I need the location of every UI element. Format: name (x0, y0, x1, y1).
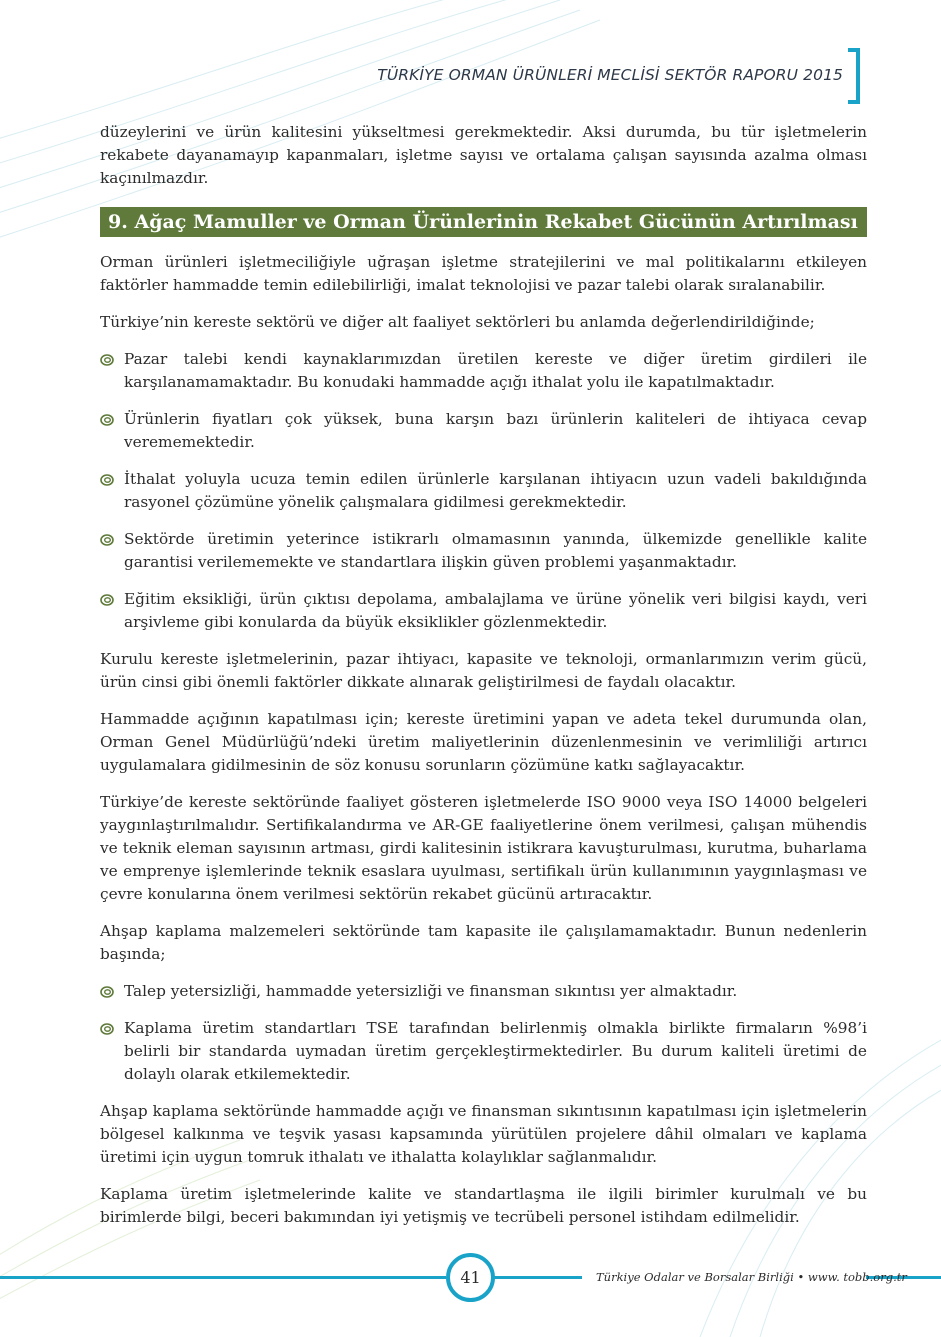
list-item (100, 528, 867, 574)
intro-paragraph: düzeylerini ve ürün kalitesini yükseltmesi gerekmektedir. Aksi durumda, bu tür işletmelerin rekabete dayanamayıp kapanmaları, işletme sayısı ve ortalama çalışan sayısında azalma olması kaçınılmazdır. (100, 123, 867, 187)
paragraph: Ahşap kaplama sektöründe hammadde açığı ve finansman sıkıntısının kapatılması için işletmelerin bölgesel kalkınma ve teşvik yasası kapsamında yürütülen projelere dâhil olmaları ve kaplama üretimi için uygun tomruk ithalatı ve ithalatta kolaylıklar sağlanmalıdır. (100, 1102, 867, 1166)
paragraph: Türkiye’de kereste sektöründe faaliyet gösteren işletmelerde ISO 9000 veya ISO 14000 belgeleri yaygınlaştırılmalıdır. Sertifikalandırma ve AR-GE faaliyetlerine önem verilmesi, çalışan mühendis ve teknik eleman sayısının artması, girdi kalitesinin istikrara kavuşturulması, kurutma, buharlama ve emprenye işlemlerinde teknik esaslara uyulması, sertifikalı ürün kullanımının yaygınlaşması ve çevre konularına önem verilmesi sektörün rekabet gücünü artıracaktır. (100, 793, 867, 903)
list-item-text: Talep yetersizliği, hammadde yetersizliği ve finansman sıkıntısı yer almaktadır. (124, 982, 738, 1000)
list-item (100, 980, 867, 1003)
spiral-bullet-icon (100, 414, 114, 426)
paragraph: Orman ürünleri işletmeciliğiyle uğraşan işletme stratejilerini ve mal politikalarını etkileyen faktörler hammadde temin edilebilirliği, imalat teknolojisi ve pazar talebi olarak sıralanabilir. (100, 253, 867, 294)
page-number: 41 (460, 1268, 481, 1287)
paragraph: Kaplama üretim işletmelerinde kalite ve standartlaşma ile ilgili birimler kurulmalı ve bu birimlerde bilgi, beceri bakımından iyi yetişmiş ve tecrübeli personel istihdam edilmelidir. (100, 1185, 867, 1226)
list-item-text: İthalat yoluyla ucuza temin edilen ürünlerle karşılanan ihtiyacın uzun vadeli bakıldığında rasyonel çözümüne yönelik çalışmalara gidilmesi gerekmektedir. (124, 470, 867, 511)
bullet-list-1 (100, 348, 867, 634)
spiral-bullet-icon (100, 986, 114, 998)
list-item (100, 348, 867, 394)
list-item-text: Kaplama üretim standartları TSE tarafından belirlenmiş olmakla birlikte firmaların %98’i belirli bir standarda uymadan üretim gerçekleştirmektedirler. Bu durum kaliteli üretimi de dolaylı olarak etkilemektedir. (124, 1019, 867, 1083)
spiral-bullet-icon (100, 1023, 114, 1035)
spiral-bullet-icon (100, 474, 114, 486)
section-heading: 9. Ağaç Mamuller ve Orman Ürünlerinin Rekabet Gücünün Artırılması (100, 207, 867, 237)
paragraph: Hammadde açığının kapatılması için; kereste üretimini yapan ve adeta tekel durumunda olan, Orman Genel Müdürlüğü’ndeki üretim maliyetlerinin düzenlenmesinin ve verimliliği artırıcı uygulamalara gidilmesinin de söz konusu sorunların çözümüne katkı sağlayacaktır. (100, 710, 867, 774)
spiral-bullet-icon (100, 534, 114, 546)
list-item (100, 408, 867, 454)
paragraph: Ahşap kaplama malzemeleri sektöründe tam kapasite ile çalışılamamaktadır. Bunun nedenlerin başında; (100, 922, 867, 963)
header-bracket-decoration (848, 48, 860, 104)
bullet-list-2 (100, 980, 867, 1086)
spiral-bullet-icon (100, 354, 114, 366)
paragraph: Kurulu kereste işletmelerinin, pazar ihtiyacı, kapasite ve teknoloji, ormanlarımızın verim gücü, ürün cinsi gibi önemli faktörler dikkate alınarak geliştirilmesi de faydalı olacaktır. (100, 650, 867, 691)
list-item-text: Sektörde üretimin yeterince istikrarlı olmamasının yanında, ülkemizde genellikle kalite garantisi verilememekte ve standartlara ilişkin güven problemi yaşanmaktadır. (124, 530, 867, 571)
list-item (100, 588, 867, 634)
list-item (100, 468, 867, 514)
list-item (100, 1017, 867, 1086)
main-content (100, 121, 867, 1243)
paragraph: Türkiye’nin kereste sektörü ve diğer alt faaliyet sektörleri bu anlamda değerlendirildiğinde; (100, 313, 815, 331)
report-header-title: TÜRKİYE ORMAN ÜRÜNLERİ MECLİSİ SEKTÖR RAPORU 2015 (377, 66, 843, 84)
page-number-badge (446, 1253, 495, 1302)
list-item-text: Ürünlerin fiyatları çok yüksek, buna karşın bazı ürünlerin kaliteleri de ihtiyaca cevap verememektedir. (124, 410, 867, 451)
footer-line-middle (490, 1276, 582, 1279)
spiral-bullet-icon (100, 594, 114, 606)
footer-line-left (0, 1276, 446, 1279)
list-item-text: Pazar talebi kendi kaynaklarımızdan üretilen kereste ve diğer üretim girdileri ile karşılanamamaktadır. Bu konudaki hammadde açığı ithalat yolu ile kapatılmaktadır. (124, 350, 867, 391)
footer-publisher: Türkiye Odalar ve Borsalar Birliği • www. tobb.org.tr (596, 1270, 907, 1284)
list-item-text: Eğitim eksikliği, ürün çıktısı depolama, ambalajlama ve ürüne yönelik veri bilgisi kaydı, veri arşivleme gibi konularda da büyük eksiklikler gözlenmektedir. (124, 590, 867, 631)
